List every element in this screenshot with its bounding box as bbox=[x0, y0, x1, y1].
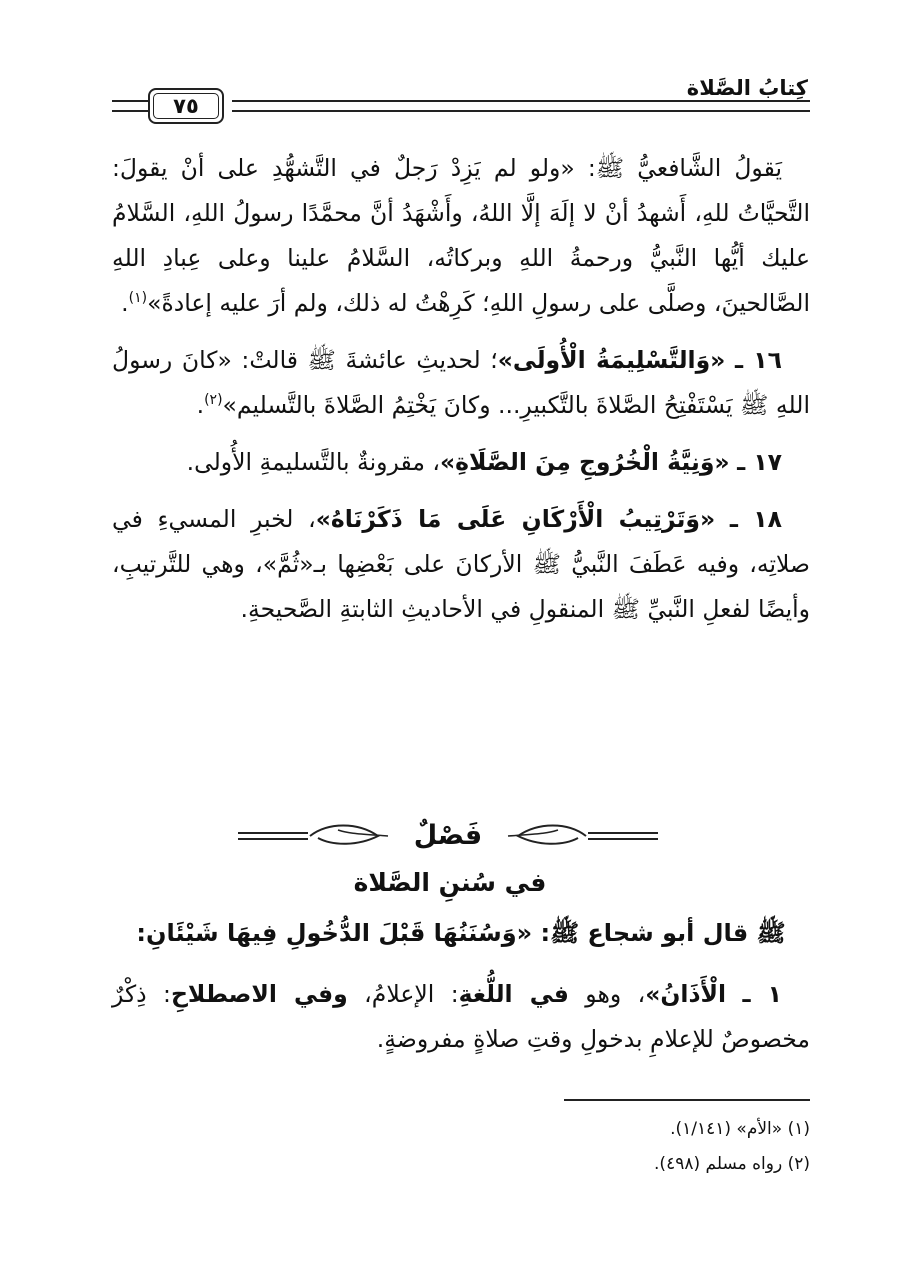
item-number: ١٧ ـ bbox=[737, 448, 782, 476]
header-rule-right bbox=[232, 100, 810, 112]
running-title: كِتابُ الصَّلاة bbox=[686, 76, 808, 100]
page-number: ٧٥ bbox=[173, 94, 199, 118]
main-text bbox=[112, 146, 810, 644]
section-heading: فَصْلٌ bbox=[413, 820, 483, 851]
item-text: ، لخبرِ المسيءِ في صلاتِه، وفيه عَطَفَ النَّبيُّ ﷺ الأركانَ على بَعْضِها بـ«ثُمَّ»، وهي للتَّرتيبِ، وأيضًا لفعلِ النَّبيِّ ﷺ المنقولِ في الأحاديثِ الثابتةِ الصَّحيحةِ. bbox=[112, 505, 810, 623]
paragraph-item-17 bbox=[112, 440, 810, 485]
main-text-continued bbox=[112, 972, 810, 1074]
item-heading: الْأَذَانُ» bbox=[645, 980, 727, 1008]
item-term: في اللُّغةِ bbox=[458, 980, 569, 1008]
item-heading: «وَتَرْتِيبُ الْأَرْكَانِ عَلَى مَا ذَكَرْنَاهُ» bbox=[315, 505, 716, 533]
item-text: ؛ لحديثِ عائشةَ ﷺ قالتْ: «كانَ رسولُ اللهِ ﷺ يَسْتَفْتِحُ الصَّلاةَ بالتَّكبيرِ... وكانَ يَخْتِمُ الصَّلاةَ بالتَّسليم» bbox=[112, 346, 810, 419]
item-text: : الإعلامُ، bbox=[347, 980, 459, 1008]
paragraph-item-18 bbox=[112, 497, 810, 632]
footnote-separator bbox=[564, 1099, 810, 1101]
item-text: ، وهو bbox=[568, 980, 646, 1008]
item-heading: «وَالتَّسْلِيمَةُ الْأُولَى» bbox=[497, 346, 726, 374]
footnote-2: (٢) رواه مسلم (٤٩٨). bbox=[654, 1154, 810, 1174]
matn-quote: ﷺ قال أبو شجاع ﷺ: «وَسُنَنُهَا قَبْلَ الدُّخُولِ فِيهَا شَيْئَانِ: bbox=[136, 919, 786, 947]
section-subtitle: في سُننِ الصَّلاة bbox=[353, 868, 547, 897]
paragraph-text: يَقولُ الشَّافعيُّ ﷺ: «ولو لم يَزِدْ رَجلٌ في التَّشهُّدِ على أنْ يقولَ: التَّحيَّاتُ للهِ، أَشهدُ أنْ لا إلَهَ إلَّا اللهُ، وأَشْهَدُ أنَّ محمَّدًا رسولُ اللهِ، السَّلامُ عليك أيُّها النَّبيُّ ورحمةُ اللهِ وبركاتُه، السَّلامُ علينا وعلى عِبادِ اللهِ الصَّالحينَ، وصلَّى على رسولِ اللهِ؛ كَرِهْتُ له ذلك، ولم أرَ عليه إعادةً» bbox=[112, 154, 810, 317]
page-number-frame bbox=[148, 88, 224, 124]
header-rule-left bbox=[112, 100, 152, 112]
item-heading: «وَنِيَّةُ الْخُرُوجِ مِنَ الصَّلَاةِ» bbox=[440, 448, 730, 476]
footnotes bbox=[110, 1112, 810, 1182]
paragraph-item-16 bbox=[112, 338, 810, 428]
paragraph-item-1 bbox=[112, 972, 810, 1062]
paragraph-shafii-quote bbox=[112, 146, 810, 326]
footnote-ref-2[interactable]: (٢) bbox=[204, 392, 223, 409]
item-term: وفي الاصطلاحِ bbox=[170, 980, 348, 1008]
item-number: ١ ـ bbox=[742, 980, 783, 1008]
footnote-1: (١) «الأم» (١/١٤١). bbox=[670, 1119, 810, 1139]
item-text: ، مقرونةٌ بالتَّسليمةِ الأُولى. bbox=[186, 448, 440, 476]
paragraph-end: . bbox=[196, 391, 205, 419]
paragraph-end: . bbox=[121, 289, 129, 317]
item-number: ١٦ ـ bbox=[734, 346, 782, 374]
footnote-ref-1[interactable]: (١) bbox=[128, 290, 148, 307]
item-number: ١٨ ـ bbox=[729, 505, 782, 533]
item-text: : ذِكْرٌ مخصوصٌ للإعلامِ بدخولِ وقتِ صلاةٍ مفروضةٍ. bbox=[112, 980, 810, 1053]
section-divider bbox=[238, 816, 658, 856]
